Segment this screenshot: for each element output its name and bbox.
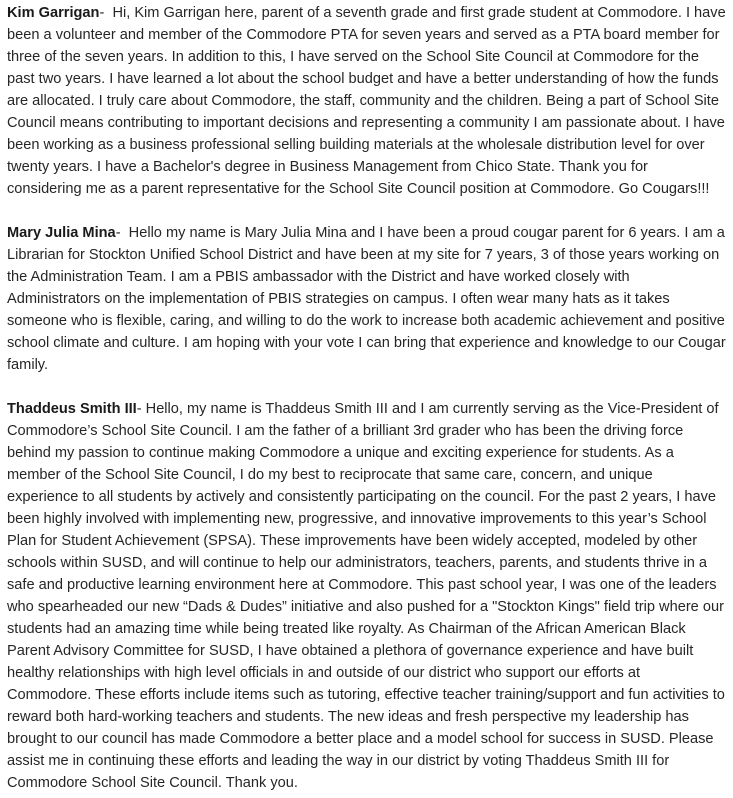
name-separator: - xyxy=(115,225,129,241)
candidate-statement-text: Hello my name is Mary Julia Mina and I have been a proud cougar parent for 6 years. I am a Librarian for Stockton Unified School District and have been at my site for 7 years, 3 of those years working on the Administration Team. I am a PBIS ambassador with the District and have worked closely with Administrators on the implementation of PBIS strategies on campus. I often wear many hats as it takes someone who is flexible, caring, and willing to do the work to increase both academic achievement and positive school climate and culture. I am hoping with your vote I can bring that experience and knowledge to our Cougar family. xyxy=(7,225,726,373)
candidate-name: Thaddeus Smith III xyxy=(7,401,137,417)
candidate-statement-text: Hello, my name is Thaddeus Smith III and I am currently serving as the Vice-President of Commodore’s School Site Council. I am the father of a brilliant 3rd grader who has been the driving force behind my passion to continue making Commodore a unique and exciting experience for students. As a member of the School Site Council, I do my best to reciprocate that same care, concern, and unique experience to all students by actively and consistently participating on the council. For the past 2 years, I have been highly involved with implementing new, progressive, and innovative improvements to this year’s School Plan for Student Achievement (SPSA). These improvements have been widely accepted, modeled by other schools within SUSD, and will continue to help our administrators, teachers, parents, and students thrive in a safe and productive learning environment here at Commodore. This past school year, I was one of the leaders who spearheaded our new “Dads & Dudes” initiative and also pushed for a "Stockton Kings" field trip where our students had an amazing time while being treated like royalty. As Chairman of the African American Black Parent Advisory Committee for SUSD, I have obtained a plethora of governance experience and have built healthy relationships with high level officials in and outside of our district who support our efforts at Commodore. These efforts include items such as tutoring, effective teacher training/support and fun activities to reward both hard-working teachers and students. The new ideas and fresh perspective my leadership has brought to our council has made Commodore a better place and a model school for success in SUSD. Please assist me in continuing these efforts and leading the way in our district by voting Thaddeus Smith III for Commodore School Site Council. Thank you. xyxy=(7,401,725,791)
candidate-bio-mary-julia-mina xyxy=(7,222,726,376)
name-separator: - xyxy=(136,401,146,417)
candidate-bio-thaddeus-smith-iii xyxy=(7,398,726,794)
name-separator: - xyxy=(99,5,113,21)
candidate-name: Kim Garrigan xyxy=(7,5,100,21)
candidate-statement-text: Hi, Kim Garrigan here, parent of a seventh grade and first grade student at Commodore. I have been a volunteer and member of the Commodore PTA for seven years and served as a PTA board member for three of the seven years. In addition to this, I have served on the School Site Council at Commodore for the past two years. I have learned a lot about the school budget and have a better understanding of how the funds are allocated. I truly care about Commodore, the staff, community and the children. Being a part of School Site Council means contributing to important decisions and representing a community I am passionate about. I have been working as a business professional selling building materials at the wholesale distribution level for over twenty years. I have a Bachelor's degree in Business Management from Chico State. Thank you for considering me as a parent representative for the School Site Council position at Commodore. Go Cougars!!! xyxy=(7,5,726,197)
candidate-bio-kim-garrigan xyxy=(7,2,726,200)
candidate-name: Mary Julia Mina xyxy=(7,225,116,241)
